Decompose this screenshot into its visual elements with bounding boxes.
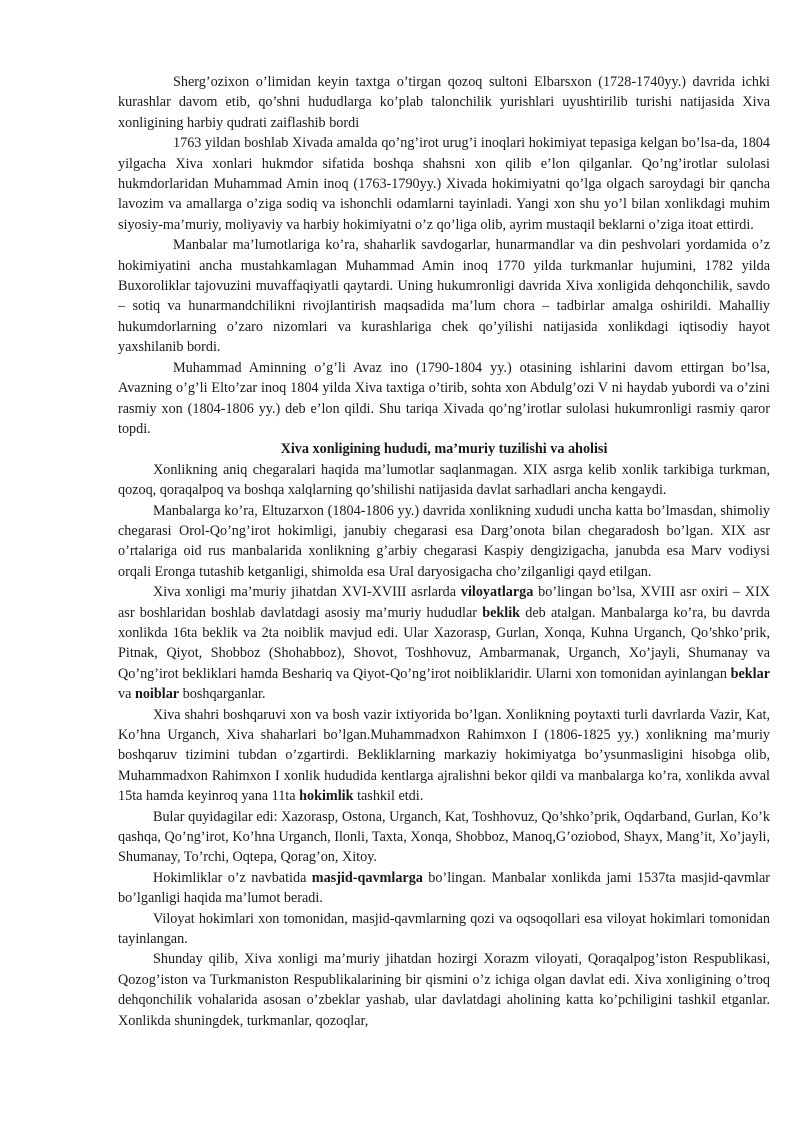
- paragraph: [118, 949, 770, 1031]
- text-run: boshqarganlar.: [179, 686, 266, 703]
- text-run: Xonlikning aniq chegaralari haqida ma’lumotlar saqlanmagan. XIX asrga kelib xonlik tarkibiga turkman, qozoq, qoraqalpoq va boshqa xalqlarning qo’shilishi natijasida davlat sarhadlari ancha kengaydi.: [118, 461, 770, 499]
- paragraph: [118, 133, 770, 235]
- text-run: Shunday qilib, Xiva xonligi ma’muriy jihatdan hozirgi Xorazm viloyati, Qoraqalpog’iston Respublikasi, Qozog’iston va Turkmaniston Respublikalarining bir qismini o’z ichiga olgan davlat edi. Xiva xonligining o’troq dehqonchilik vohalarida asosan o’zbeklar yashab, ular davlatdagi aholining katta ko’pchiligini tashkil etganlar. Xonlikda shuningdek, turkmanlar, qozoqlar,: [118, 951, 770, 1029]
- paragraph: [118, 72, 770, 133]
- bold-term: masjid-qavmlarga: [311, 869, 423, 886]
- text-block-section: [118, 460, 770, 1031]
- text-run: bo’lingan bo’lsa, XVIII asr oxiri – XIX asr boshlaridan boshlab davlatdagi asosiy ma’muriy hududlar: [118, 584, 770, 621]
- text-run: Viloyat hokimlari xon tomonidan, masjid-qavmlarning qozi va oqsoqollari esa viloyat hokimlari tomonidan tayinlangan.: [118, 910, 770, 948]
- text-run: Sherg’ozixon o’limidan keyin taxtga o’tirgan qozoq sultoni Elbarsxon (1728-1740yy.) davrida ichki kurashlar davom etib, qo’shni hududlarga ko’plab talonchilik yurishlari uyushtirilib turishi natijasida Xiva xonligining harbiy qudrati zaiflashib bordi: [118, 74, 770, 131]
- section-heading: Xiva xonligining hududi, ma’muriy tuzilishi va aholisi: [280, 441, 608, 458]
- bold-term: hokimlik: [299, 788, 354, 805]
- paragraph: [118, 909, 770, 950]
- text-run: Muhammad Aminning o’g’li Avaz ino (1790-1804 yy.) otasining ishlarini davom ettirgan bo’lsa, Avazning o’g’li Elto’zar inoq 1804 yilda Xiva taxtiga o’tirib, sohta xon Abdulg’ozi V ni haydab yubordi va o’zini rasmiy xon (1804-1806 yy.) deb e’lon qildi. Shu tariqa Xivada qo’ng’irotlar sulolasi hukumronligi rasmiy qaror topdi.: [118, 359, 770, 437]
- paragraph: [118, 235, 770, 357]
- paragraph: [118, 501, 770, 583]
- text-run: Xiva xonligi ma’muriy jihatdan XVI-XVIII asrlarda: [153, 584, 461, 601]
- bold-term: beklar: [730, 665, 770, 682]
- bold-term: noiblar: [134, 686, 180, 703]
- text-run: Hokimliklar o’z navbatida: [153, 869, 312, 886]
- text-block-intro: [118, 72, 770, 439]
- bold-term: viloyatlarga: [460, 584, 534, 601]
- text-run: 1763 yildan boshlab Xivada amalda qo’ng’irot urug’i inoqlari hokimiyat tepasiga kelgan bo’lsa-da, 1804 yilgacha Xiva xonlari hukmdor sifatida boshqa shahsni xon qilib e’lon qilganlar. Qo’ng’irotlar sulolasi hukmdorlaridan Muhammad Amin inoq (1763-1790yy.) Xivada hokimiyatni qo’lga olgach saroydagi bir qancha lavozim va amallarga o’ziga sodiq va ishonchli odamlarni tayinladi. Yangi xon shu yo’l bilan xonlikdagi muhim siyosiy-ma’muriy, moliyaviy va harbiy hokimiyatni o’z qo’liga olib, ayrim mustaqil beklarni o’ziga itoat ettirdi.: [118, 135, 770, 233]
- paragraph: [118, 705, 770, 807]
- text-run: Xiva shahri boshqaruvi xon va bosh vazir ixtiyorida bo’lgan. Xonlikning poytaxti turli davrlarda Vazir, Kat, Ko’hna Urganch, Xiva shaharlari bo’lgan.Muhammadxon Rahimxon I (1806-1825 yy.) xonlikning ma’muriy boshqaruv tizimini tubdan o’zgartirdi. Bekliklarning markaziy hokimiyatga bo’ysunmasligini hisobga olib, Muhammadxon Rahimxon I xonlik hududida kentlarga ajralishni bekor qildi va manbalarga ko’ra, xonlikda avval 15ta hamda keyinroq yana 11ta: [118, 706, 770, 805]
- paragraph: [118, 582, 770, 704]
- bold-term: beklik: [482, 604, 521, 621]
- paragraph: [118, 358, 770, 440]
- text-run: Manbalar ma’lumotlariga ko’ra, shaharlik savdogarlar, hunarmandlar va din peshvolari yordamida o’z hokimiyatini ancha mustahkamlagan Muhammad Amin inoq 1770 yilda turkmanlar hujumini, 1782 yilda Buxoroliklar tajovuzini muvaffaqiyatli qaytardi. Uning hukumronligi davrida Xiva xonligida dehqonchilik, savdo – sotiq va hunarmandchilikni rivojlantirish maqsadida ma’lum chora – tadbirlar amalga oshirildi. Mahalliy hukumdorlarning o’zaro nizomlari va kurashlariga chek qo’yilishi natijasida xonlikdagi iqtisodiy hayot yaxshilanib bordi.: [118, 237, 770, 356]
- text-run: bo’lingan. Manbalar xonlikda jami 1537ta masjid-qavmlar bo’lganligi haqida ma’lumot beradi.: [118, 869, 770, 907]
- text-run: Manbalarga ko’ra, Eltuzarxon (1804-1806 yy.) davrida xonlikning xududi uncha katta bo’lmasdan, shimoliy chegarasi Orol-Qo’ng’irot hokimligi, janubiy chegarasi esa Darg’onota bilan chegaradosh bo’lgan. XIX asr o’rtalariga oid rus manbalarida xonlikning g’arbiy chegarasi Kaspiy dengizigacha, janubda esa Marv vodiysi orqali Eronga tutashib ketganligi, shimolda esa Ural daryosigacha cho’zilganligi qayd etilgan.: [118, 502, 770, 580]
- text-run: Bular quyidagilar edi: Xazorasp, Ostona, Urganch, Kat, Toshhovuz, Qo’shko’prik, Oqdarband, Gurlan, Ko’k qashqa, Qo’ng’irot, Ko’hna Urganch, Ilonli, Taxta, Xonqa, Shobboz, Manoq,G’oziobod, Shayx, Mang’it, Xo’jayli, Shumanay, To’rchi, Oqtepa, Qorag’on, Xitoy.: [118, 808, 770, 866]
- paragraph: [118, 460, 770, 501]
- paragraph: [118, 868, 770, 909]
- text-run: va: [118, 686, 135, 703]
- text-run: deb atalgan. Manbalarga ko’ra, bu davrda xonlikda 16ta beklik va 2ta noiblik mavjud edi. Ular Xazorasp, Gurlan, Xonqa, Kuhna Urganch, Qo’shko’prik, Pitnak, Qiyot, Shobboz (Shohabboz), Shovot, Toshhovuz, Ambarmanak, Urganch, Xo’jayli, Shumanay va Qo’ng’irot bekliklari hamda Beshariq va Qiyot-Qo’ng’irot noibliklaridir. Ularni xon tomonidan ayinlangan: [118, 604, 771, 682]
- text-run: tashkil etdi.: [353, 788, 424, 805]
- paragraph: [118, 807, 770, 868]
